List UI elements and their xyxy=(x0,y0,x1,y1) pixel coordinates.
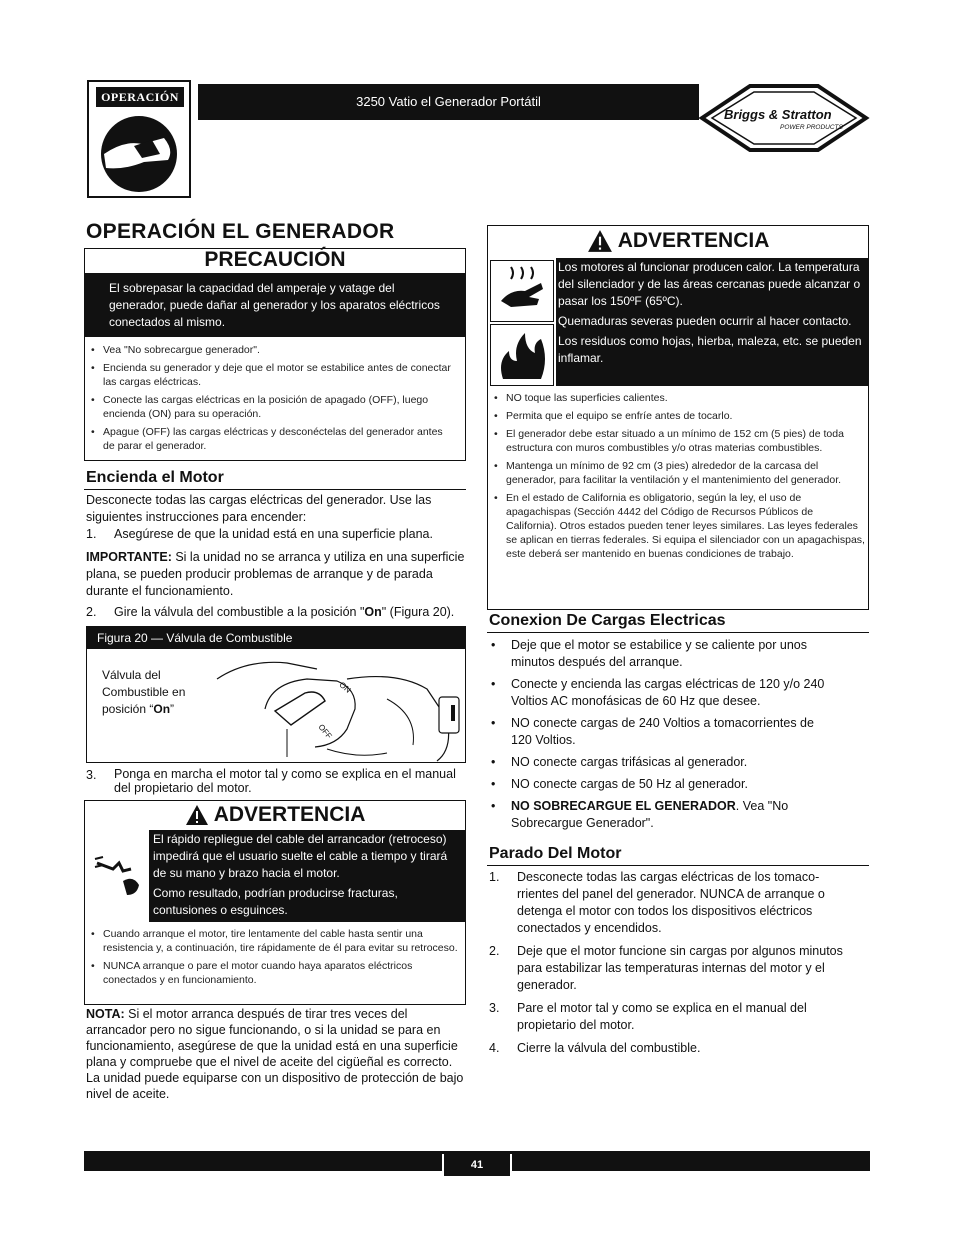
warning-triangle-icon xyxy=(587,229,613,253)
main-heading: OPERACIÓN EL GENERADOR xyxy=(86,220,395,243)
brand-subtitle: POWER PRODUCTS xyxy=(780,124,843,131)
list-item: • NO conecte cargas trifásicas al generador. xyxy=(489,754,834,771)
section-tag: OPERACIÓN xyxy=(96,87,184,107)
list-item: • Encienda su generador y deje que el motor se estabilice antes de conectar las cargas eléctricas. xyxy=(87,361,457,389)
hot-surface-icon xyxy=(490,260,554,322)
figure-off-label: OFF xyxy=(316,722,334,741)
list-item: • En el estado de California es obligatorio, según la ley, el uso de apagachispas (Sección 4442 del Código de Recursos Públicos de California). Otros estados pueden tener leyes similares. Las leyes federales se aplican en tierras federales. Si equipa el silenciador con un apagachispas, este deberá ser mantenido en buenas condiciones de trabajo. xyxy=(490,491,866,561)
stop-heading: Parado Del Motor xyxy=(489,845,622,862)
start-heading: Encienda el Motor xyxy=(86,469,224,486)
page-number: 41 xyxy=(442,1154,512,1176)
warning-title: ADVERTENCIA xyxy=(488,226,868,258)
list-item: • NO conecte cargas de 50 Hz al generador. xyxy=(489,776,834,793)
list-item: • NO conecte cargas de 240 Voltios a tomacorrientes de 120 Voltios. xyxy=(489,715,834,749)
caution-dark-text: El sobrepasar la capacidad del amperaje y vatage del generador, puede dañar al generador y los aparatos eléctricos conectados al mismo. xyxy=(85,273,465,337)
list-item: • Vea "No sobrecargue generador". xyxy=(87,343,457,357)
list-item: • Conecte las cargas eléctricas en la posición de apagado (OFF), luego encienda (ON) para su operación. xyxy=(87,393,457,421)
recoil-hand-icon xyxy=(89,839,149,909)
list-item: • NUNCA arranque o pare el motor cuando haya aparatos eléctricos conectados y en funcionamiento. xyxy=(87,959,459,987)
warning-bullets xyxy=(87,927,459,991)
warning-title: ADVERTENCIA xyxy=(85,801,465,831)
list-item: • Mantenga un mínimo de 92 cm (3 pies) alrededor de la carcasa del generador, para facilitar la ventilación y el mantenimiento del generador. xyxy=(490,459,866,487)
list-item: • NO toque las superficies calientes. xyxy=(490,391,866,405)
list-item: • Permita que el equipo se enfríe antes de tocarlo. xyxy=(490,409,866,423)
start-intro: Desconecte todas las cargas eléctricas del generador. Use las siguientes instrucciones para encender: xyxy=(86,493,432,524)
warning-dark-text: El rápido repliegue del cable del arrancador (retroceso) impedirá que el usuario suelte el cable a tiempo y tirará de su mano y brazo hacia el motor. Como resultado, podrían producirse fracturas, contusiones o esguinces. xyxy=(149,830,466,922)
list-item: • NO SOBRECARGUE EL GENERADOR. Vea "No Sobrecargue Generador". xyxy=(489,798,834,832)
fire-icon xyxy=(490,324,554,386)
list-item: 2. Deje que el motor funcione sin cargas por algunos minutos para estabilizar las temperaturas internas del motor y el generador. xyxy=(489,944,843,992)
figure-on-label: ON xyxy=(337,680,353,695)
important-note: IMPORTANTE: Si la unidad no se arranca y utiliza en una superficie plana, se pueden producir problemas de arranque y de parada durante el funcionamiento. xyxy=(86,550,465,598)
brand-name: Briggs & Stratton xyxy=(724,107,832,122)
start-step-3: 3. Ponga en marcha el motor tal y como se explica en el manual del propietario del motor. xyxy=(86,767,456,795)
figure-label: Válvula del Combustible en posición “On” xyxy=(102,668,186,716)
start-step-2: 2. Gire la válvula del combustible a la posición "On" (Figura 20). xyxy=(86,605,455,619)
divider xyxy=(84,489,466,490)
list-item: • Deje que el motor se estabilice y se caliente por unos minutos después del arranque. xyxy=(489,637,834,671)
list-item: • Conecte y encienda las cargas eléctricas de 120 y/o 240 Voltios AC monofásicas de 60 Hz que desee. xyxy=(489,676,834,710)
list-item: • Cuando arranque el motor, tire lentamente del cable hasta sentir una resistencia y, a continuación, tire rápidamente de él para evitar su retroceso. xyxy=(87,927,459,955)
warning-bullets xyxy=(490,391,866,565)
list-item: 1. Desconecte todas las cargas eléctricas de los tomaco- rrientes del panel del generador. NUNCA de arranque o detenga el motor con todos los dispositivos eléctricos conectados y encendidos. xyxy=(489,870,825,935)
caution-title: PRECAUCIÓN xyxy=(204,248,346,271)
document-title: 3250 Vatio el Generador Portátil xyxy=(198,84,699,120)
list-item: • El generador debe estar situado a un mínimo de 152 cm (5 pies) de toda estructura con muros combustibles y/o otras materias combustibles. xyxy=(490,427,866,455)
warning-dark-text: Los motores al funcionar producen calor. La temperatura del silenciador y de las áreas cercanas puede alcanzar o pasar los 150ºF (65ºC). Quemaduras severas pueden ocurrir al hacer contacto. Los residuos como hojas, hierba, maleza, etc. se pueden inflamar. xyxy=(556,258,869,386)
figure-20 xyxy=(86,626,466,763)
caution-bullets xyxy=(85,337,465,453)
warning-triangle-icon xyxy=(185,804,209,826)
list-item: 3. Pare el motor tal y como se explica en el manual del propietario del motor. xyxy=(489,1001,807,1032)
stop-steps xyxy=(489,869,844,1057)
operation-hand-icon xyxy=(94,110,184,194)
list-item: • Apague (OFF) las cargas eléctricas y desconéctelas del generador antes de parar el generador. xyxy=(87,425,457,453)
loads-heading: Conexion De Cargas Electricas xyxy=(489,612,726,629)
recoil-warning-box xyxy=(84,800,466,1005)
list-item: 4. Cierre la válvula del combustible. xyxy=(489,1041,701,1055)
start-step-1: 1. Asegúrese de que la unidad está en una superficie plana. xyxy=(86,527,433,541)
heat-warning-box xyxy=(487,225,869,610)
caution-box xyxy=(84,248,466,461)
fuel-valve-illustration xyxy=(187,649,465,763)
divider xyxy=(487,865,869,866)
loads-list xyxy=(489,637,834,837)
figure-caption: Figura 20 — Válvula de Combustible xyxy=(87,627,465,649)
divider xyxy=(487,632,869,633)
nota-paragraph: NOTA: Si el motor arranca después de tirar tres veces del arrancador pero no sigue funcionando, o si la unidad se para en funcionamiento, asegúrese de que la unidad está en una superficie plana y compruebe que el nivel de aceite del cigüeñal es correcto. La unidad puede equiparse con un dispositivo de protección de bajo nivel de aceite. xyxy=(86,1007,464,1101)
